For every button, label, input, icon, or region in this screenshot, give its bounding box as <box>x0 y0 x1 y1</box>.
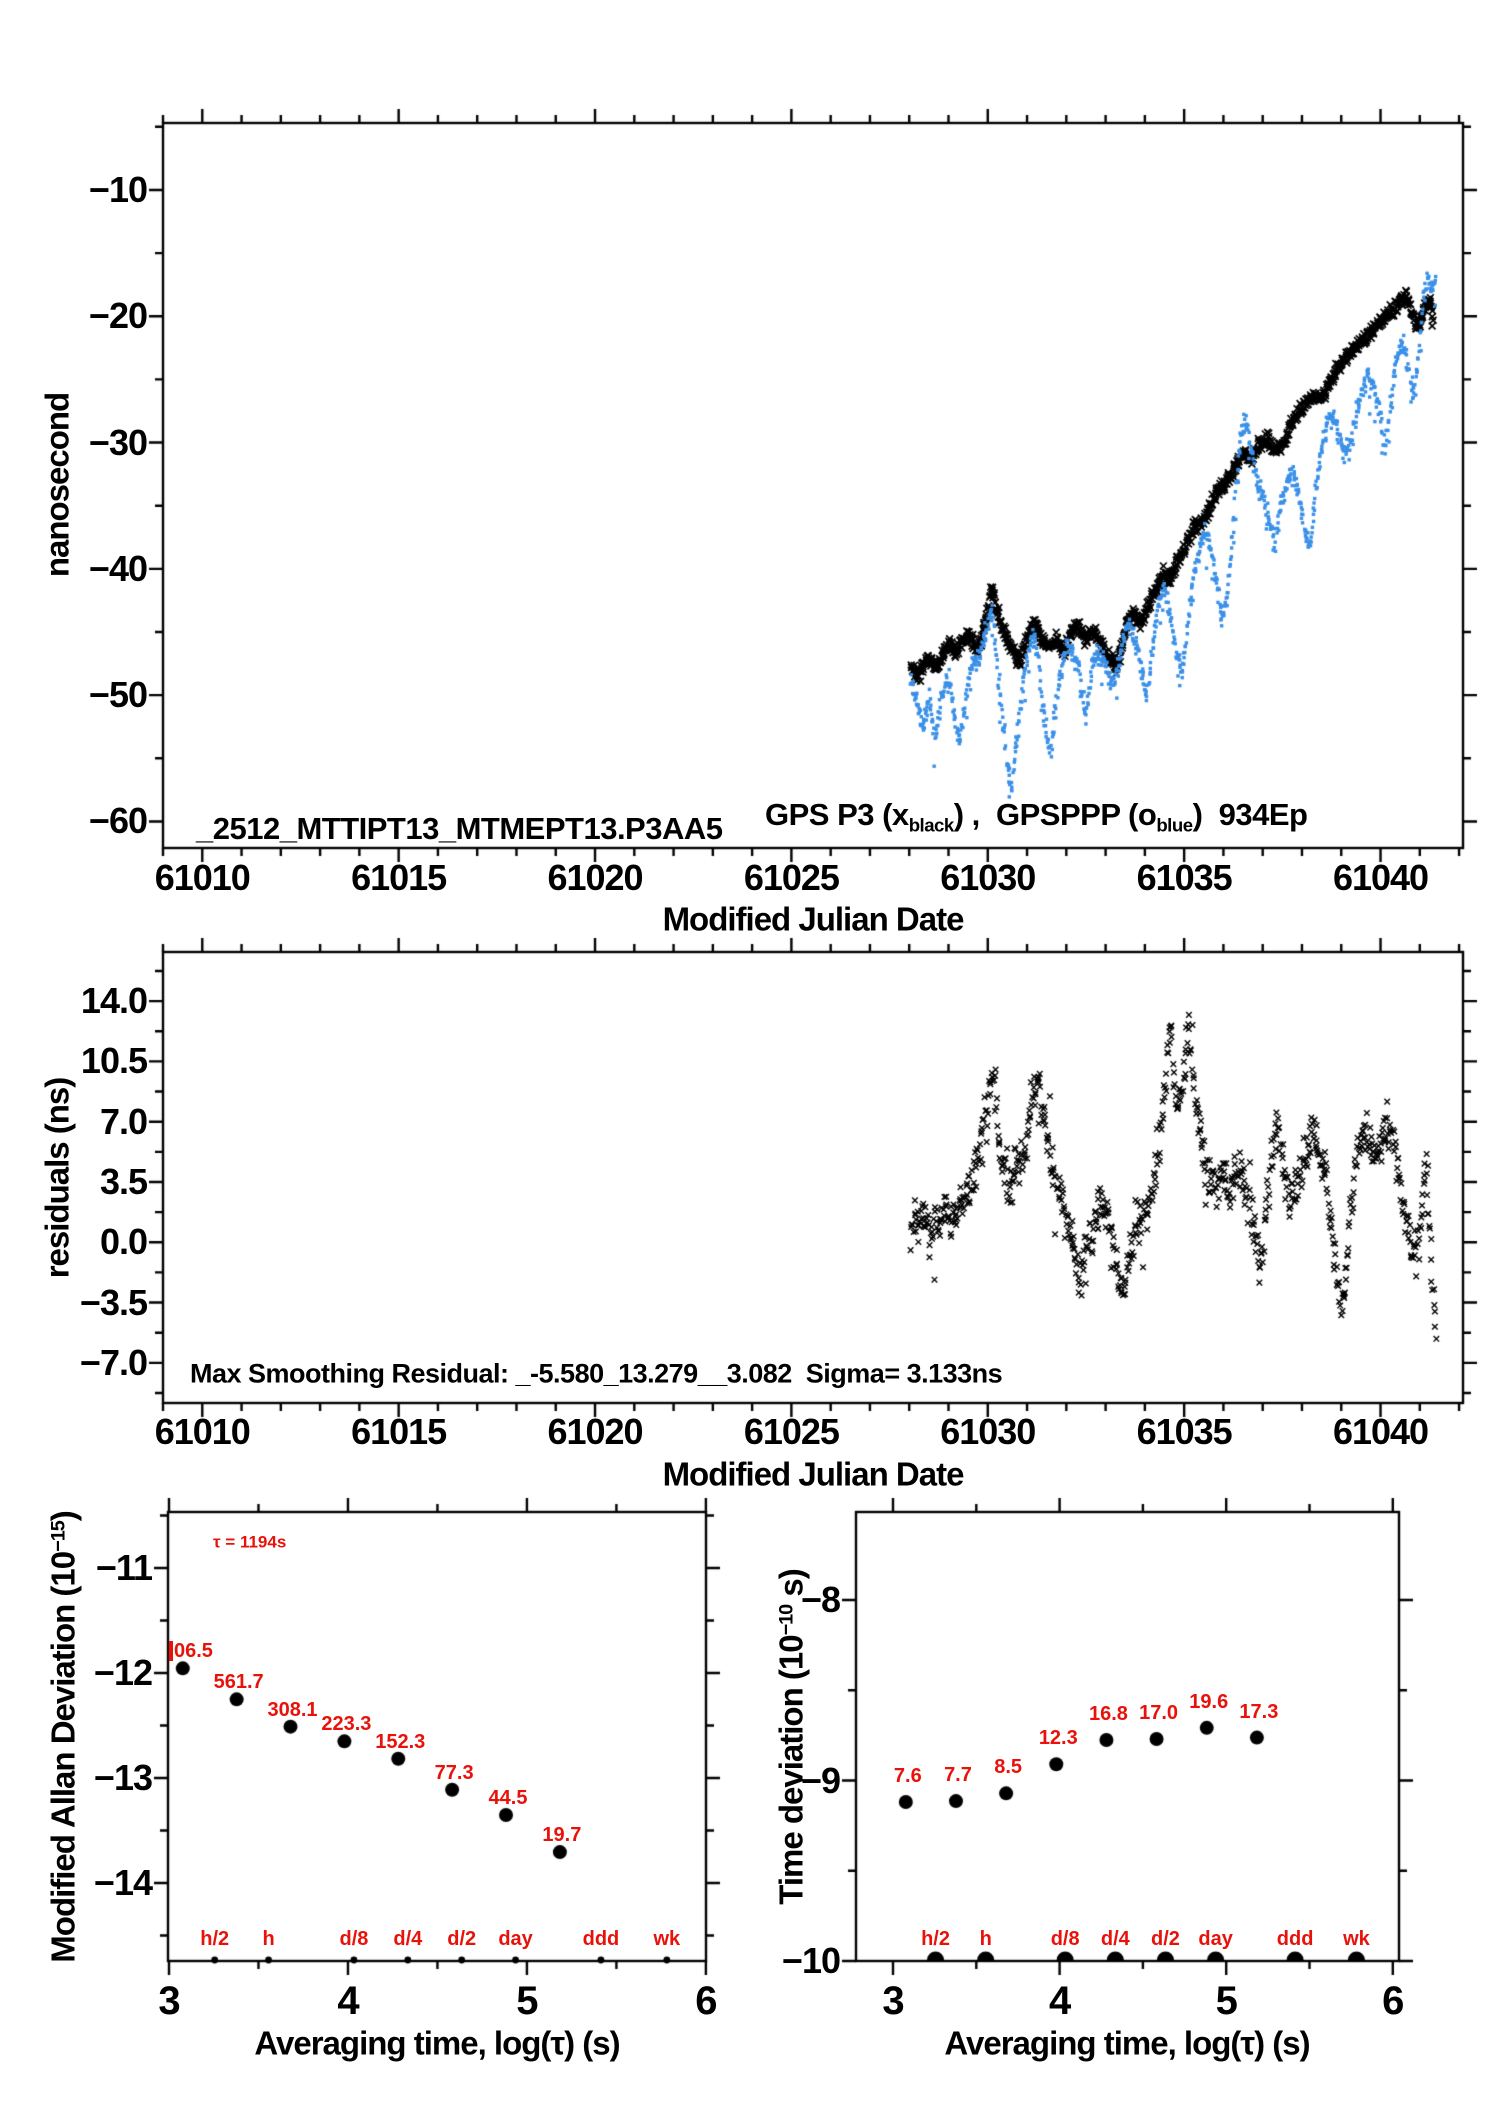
x-tick-label: 61020 <box>547 1411 643 1452</box>
y-tick-label: 3.5 <box>99 1160 147 1202</box>
legend-sub-blue: blue <box>1156 814 1193 836</box>
tau-marker-label: d/2 <box>1151 1928 1180 1950</box>
x-tick-label: 61025 <box>743 1411 839 1452</box>
point-value-label: 8.5 <box>994 1756 1023 1779</box>
point-value-label: 308.1 <box>267 1698 318 1721</box>
legend-text: ) , GPSPPP (o <box>953 797 1157 832</box>
tdev-label-text: Time deviation (10 <box>772 1635 810 1905</box>
madev-label-exponent: −15 <box>47 1521 70 1552</box>
tdev-label-text: s) <box>772 1569 810 1605</box>
point-value-label: 17.3 <box>1239 1700 1279 1723</box>
point-value-label: 223.3 <box>321 1713 372 1736</box>
y-tick-label: −30 <box>88 421 147 463</box>
panel4-x-axis-title: Averaging time, log(τ) (s) <box>944 2024 1310 2062</box>
y-tick-label: −20 <box>88 295 147 337</box>
point-value-label: 7.6 <box>893 1765 922 1787</box>
y-tick-label: 14.0 <box>80 980 147 1022</box>
x-tick-label: 61020 <box>547 857 643 898</box>
panel1-x-axis-title: Modified Julian Date <box>662 900 964 938</box>
y-tick-label: −3.5 <box>79 1281 147 1323</box>
tau-marker-label: wk <box>1343 1928 1370 1950</box>
x-tick-label: 61010 <box>154 857 250 898</box>
tau-marker-label: ddd <box>1276 1928 1314 1950</box>
x-tick-label: 4 <box>337 1979 359 2023</box>
y-tick-label: −7.0 <box>79 1341 147 1383</box>
tau-marker-label: h <box>262 1928 275 1950</box>
point-value-label: 44.5 <box>488 1786 528 1809</box>
tau-marker-label: d/8 <box>1050 1928 1080 1950</box>
y-tick-label: 0.0 <box>99 1221 147 1263</box>
x-tick-label: 61010 <box>154 1411 250 1452</box>
x-tick-label: 61025 <box>743 857 839 898</box>
y-tick-label: −10 <box>781 1940 840 1981</box>
legend-text: GPS P3 (x <box>765 797 909 832</box>
panel2-x-axis-title: Modified Julian Date <box>662 1455 964 1493</box>
tau-marker-label: d/4 <box>1100 1928 1130 1950</box>
madev-label-text: Modified Allan Deviation (10 <box>44 1551 82 1963</box>
y-tick-label: −12 <box>93 1651 152 1693</box>
x-tick-label: 3 <box>158 1979 180 2023</box>
y-tick-label: −60 <box>88 800 147 842</box>
x-tick-label: 61015 <box>351 1411 447 1452</box>
point-value-label: 152.3 <box>375 1730 426 1753</box>
x-tick-label: 4 <box>1048 1979 1071 2023</box>
tdev-label-exponent: −10 <box>775 1604 798 1636</box>
tau-marker-label: day <box>1198 1928 1233 1950</box>
y-tick-label: −50 <box>88 674 147 716</box>
y-tick-label: −11 <box>95 1546 152 1588</box>
tau-marker-label: h <box>979 1928 992 1950</box>
x-tick-label: 61035 <box>1136 1411 1232 1452</box>
tau-marker-label: d/8 <box>339 1928 369 1950</box>
x-tick-label: 61015 <box>351 857 447 898</box>
series-legend <box>765 799 1307 835</box>
point-value-label: 561.7 <box>213 1671 264 1694</box>
tau-marker-label: d/2 <box>447 1928 477 1950</box>
y-tick-label: −10 <box>88 168 147 210</box>
panel3-x-axis-title: Averaging time, log(τ) (s) <box>254 2024 620 2062</box>
x-tick-label: 6 <box>1382 1979 1404 2023</box>
tau-marker-label: ddd <box>582 1928 620 1950</box>
point-value-label: 12.3 <box>1038 1727 1078 1750</box>
point-value-label: 17.0 <box>1139 1702 1179 1725</box>
point-value-label: 7.7 <box>944 1764 972 1787</box>
y-tick-label: −14 <box>93 1861 152 1903</box>
y-tick-label: 7.0 <box>99 1100 147 1142</box>
x-tick-label: 61030 <box>940 857 1036 898</box>
smoothing-residual-annotation: Max Smoothing Residual: _-5.580_13.279__3.082 Sigma= 3.133ns <box>190 1358 1003 1389</box>
tau-marker-label: day <box>498 1928 533 1950</box>
legend-sub-black: black <box>908 814 954 836</box>
point-value-label: 16.8 <box>1088 1702 1128 1725</box>
x-tick-label: 3 <box>882 1979 904 2023</box>
x-tick-label: 6 <box>695 1979 717 2023</box>
tau-marker-label: wk <box>653 1928 681 1950</box>
y-tick-label: −9 <box>800 1759 840 1801</box>
tau-marker-label: h/2 <box>200 1928 230 1950</box>
point-value-label: 19.6 <box>1189 1690 1229 1713</box>
y-tick-label: −40 <box>88 547 147 589</box>
x-tick-label: 61040 <box>1332 1411 1429 1452</box>
y-tick-label: 10.5 <box>80 1040 147 1082</box>
x-tick-label: 5 <box>1215 1979 1237 2023</box>
x-tick-label: 61035 <box>1136 857 1232 898</box>
point-value-label: 06.5 <box>169 1641 213 1661</box>
dataset-title: _2512_MTTIPT13_MTMEPT13.P3AA5 <box>196 811 723 846</box>
y-tick-label: −13 <box>93 1756 152 1798</box>
panel1-y-axis-title: nanosecond <box>38 392 76 578</box>
tau-marker-label: d/4 <box>393 1928 423 1950</box>
madev-label-text: ) <box>44 1511 82 1522</box>
tau-marker-label: h/2 <box>921 1928 950 1950</box>
legend-text: ) 934Ep <box>1192 797 1308 832</box>
point-value-label: 19.7 <box>542 1824 582 1847</box>
panel2-y-axis-title: residuals (ns) <box>38 1077 76 1279</box>
tau-annotation: τ = 1194s <box>213 1532 287 1552</box>
y-tick-label: −8 <box>800 1579 840 1621</box>
point-value-label: 77.3 <box>434 1761 474 1784</box>
x-tick-label: 61040 <box>1332 857 1429 898</box>
x-tick-label: 61030 <box>940 1411 1036 1452</box>
x-tick-label: 5 <box>516 1979 538 2023</box>
